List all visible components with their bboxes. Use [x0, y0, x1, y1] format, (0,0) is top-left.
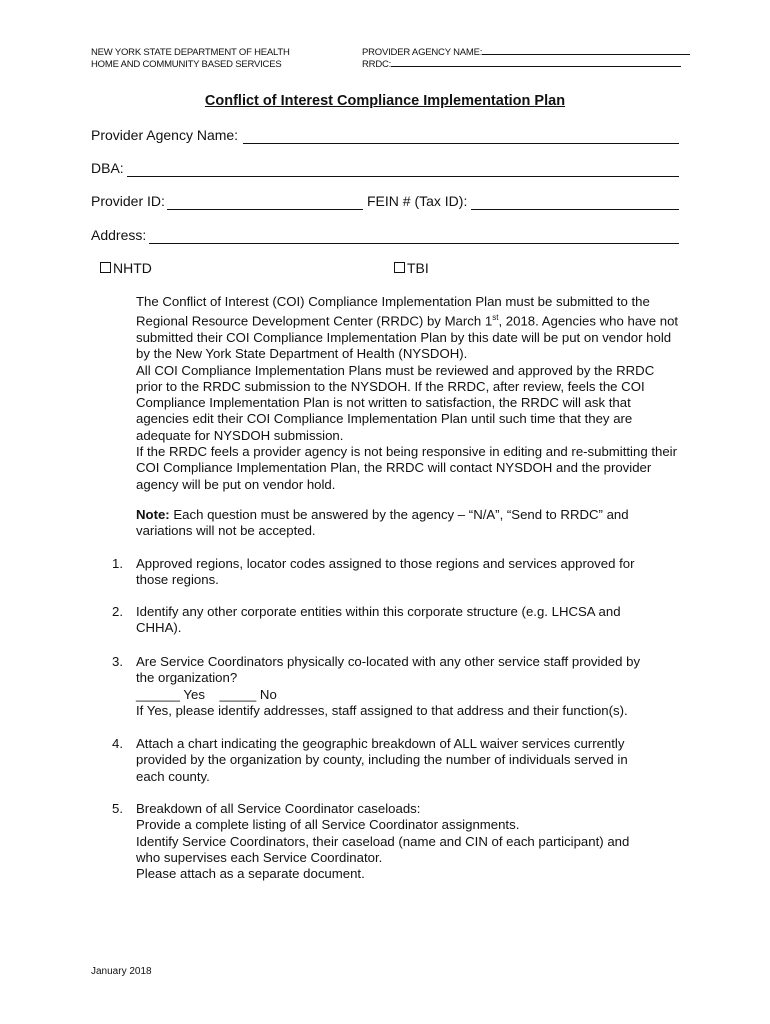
question-line: Please attach as a separate document. [136, 866, 365, 882]
question-number: 2. [112, 604, 123, 619]
note-label: Note: [136, 507, 170, 522]
question-line: the organization? [136, 670, 238, 686]
question-number: 4. [112, 736, 123, 751]
footer-date: January 2018 [91, 966, 152, 977]
header-provider-block [362, 47, 682, 71]
tbi-option[interactable] [394, 260, 429, 276]
nhtd-option[interactable] [100, 260, 152, 276]
question-line: CHHA). [136, 620, 182, 636]
fein-label: FEIN # (Tax ID): [367, 193, 468, 209]
address-field[interactable] [149, 243, 679, 244]
question-line: Breakdown of all Service Coordinator caseloads: [136, 801, 421, 816]
question-line: Identify Service Coordinators, their caseload (name and CIN of each participant) and [136, 833, 630, 849]
provider-agency-name-field[interactable] [243, 143, 679, 144]
page-title: Conflict of Interest Compliance Implementation Plan [204, 93, 566, 109]
question-number: 1. [112, 556, 123, 571]
tbi-checkbox[interactable] [394, 262, 405, 273]
header-rrdc-field[interactable] [391, 66, 681, 67]
nhtd-label: NHTD [113, 260, 152, 276]
header-division: HOME AND COMMUNITY BASED SERVICES [91, 59, 282, 70]
question-number: 5. [112, 801, 123, 816]
question-line: provided by the organization by county, including the number of individuals served in [136, 752, 628, 768]
note [136, 507, 684, 540]
tbi-label: TBI [407, 260, 429, 276]
question-line: Approved regions, locator codes assigned to those regions and services approved for [136, 556, 635, 571]
provider-agency-name-row [91, 127, 681, 145]
provider-id-row [91, 193, 681, 211]
fein-field[interactable] [471, 209, 679, 210]
provider-id-label: Provider ID: [91, 193, 165, 209]
question-line: Attach a chart indicating the geographic breakdown of ALL waiver services currently [136, 736, 625, 751]
header-provider-agency-field[interactable] [482, 54, 690, 55]
intro-paragraph-3: If the RRDC feels a provider agency is not being responsive in editing and re-submitting their COI Compliance Implementation Plan, the RRDC will contact NYSDOH and the provider agency will be put on vendor hold. [136, 444, 677, 492]
dba-row [91, 160, 681, 178]
intro-paragraph-1: The Conflict of Interest (COI) Compliance Implementation Plan must be submitted to the Regional Resource Development Center (RRDC) by March 1st, 2018. Agencies who have not submitted their COI Compliance Implementation Plan by this date will be put on vendor hold by the New York State Department of Health (NYSDOH). [136, 294, 679, 362]
question-line: each county. [136, 768, 210, 784]
intro-paragraph-2: All COI Compliance Implementation Plans must be reviewed and approved by the RRDC prior to the RRDC submission to the NYSDOH. If the RRDC, after review, feels the COI Compliance Implementation Plan is not written to satisfaction, the RRDC will ask that agencies edit their COI Compliance Implementation Plan until such time that they are adequate for NYSDOH submission. [136, 362, 655, 443]
intro-text [136, 294, 684, 493]
provider-agency-name-label: Provider Agency Name: [91, 127, 239, 143]
yes-no-answer[interactable]: ______ Yes _____ No [136, 686, 277, 702]
question-line: Identify any other corporate entities within this corporate structure (e.g. LHCSA and [136, 604, 621, 619]
header-agency-block [91, 47, 290, 71]
provider-id-field[interactable] [167, 209, 363, 210]
header-department: NEW YORK STATE DEPARTMENT OF HEALTH [91, 47, 290, 58]
question-line: those regions. [136, 572, 219, 588]
question-line: who supervises each Service Coordinator. [136, 849, 383, 865]
note-text: Each question must be answered by the agency – “N/A”, “Send to RRDC” and variations will not be accepted. [136, 507, 629, 539]
header-rrdc-label: RRDC: [362, 59, 392, 70]
header-provider-agency-label: PROVIDER AGENCY NAME: [362, 47, 483, 58]
address-row [91, 227, 681, 245]
question-number: 3. [112, 654, 123, 669]
dba-label: DBA: [91, 160, 124, 176]
question-line: Are Service Coordinators physically co-located with any other service staff provided by [136, 654, 641, 669]
nhtd-checkbox[interactable] [100, 262, 111, 273]
dba-field[interactable] [127, 176, 679, 177]
question-line: Provide a complete listing of all Service Coordinator assignments. [136, 817, 520, 833]
question-line: If Yes, please identify addresses, staff assigned to that address and their function(s). [136, 702, 628, 718]
address-label: Address: [91, 227, 147, 243]
